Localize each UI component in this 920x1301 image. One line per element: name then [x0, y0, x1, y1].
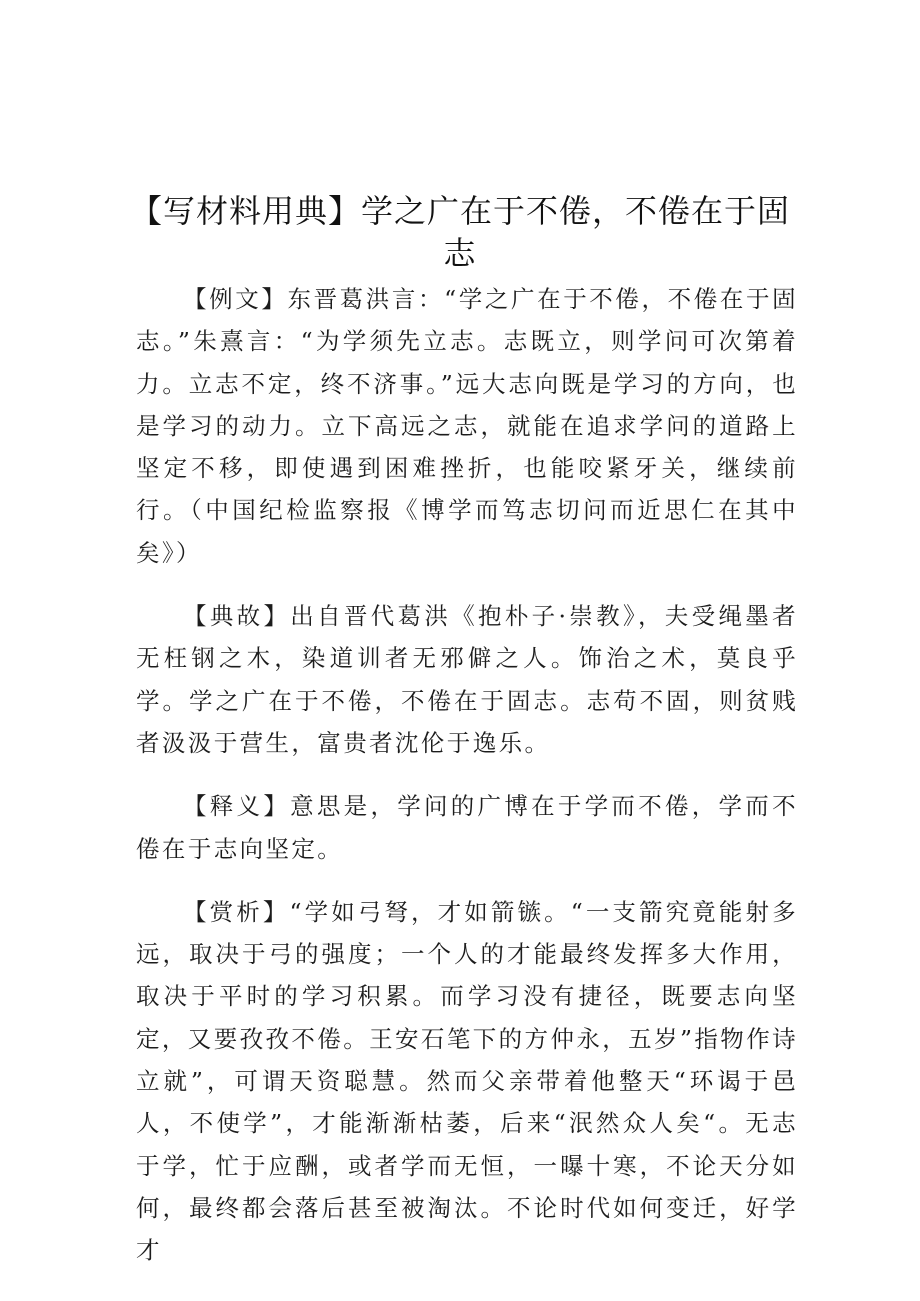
paragraph-allusion — [136, 595, 798, 764]
paragraph-text-example: 东晋葛洪言：“学之广在于不倦，不倦在于固志。”朱熹言：“为学须先立志。志既立，则学问可次第着力。立志不定，终不济事。”远大志向既是学习的方向，也是学习的动力。立下高远之志，就能在追求学问的道路上坚定不移，即使遇到困难挫折，也能咬紧牙关，继续前行。（中国纪检监察报《博学而笃志切问而近思仁在其中矣》） — [136, 285, 798, 567]
paragraph-example — [136, 278, 798, 574]
document-body — [136, 278, 798, 1293]
document-title: 【写材料用典】学之广在于不倦，不倦在于固志 — [130, 192, 791, 272]
paragraph-text-meaning: 意思是，学问的广博在于学而不倦，学而不倦在于志向坚定。 — [136, 792, 798, 863]
section-tag-appreciation: 【赏析】 — [183, 897, 290, 926]
section-tag-example: 【例文】 — [183, 285, 288, 313]
paragraph-appreciation — [136, 891, 798, 1272]
section-tag-allusion: 【典故】 — [183, 602, 291, 631]
paragraph-text-appreciation: “学如弓弩，才如箭镞。“一支箭究竟能射多远，取决于弓的强度；一个人的才能最终发挥多大作用，取决于平时的学习积累。而学习没有捷径，既要志向坚定，又要孜孜不倦。王安石笔下的方仲永，五岁”指物作诗立就”，可谓天资聪慧。然而父亲带着他整天“环谒于邑人，不使学”，才能渐渐枯萎，后来“泯然众人矣“。无志于学，忙于应酬，或者学而无恒，一曝十寒，不论天分如何，最终都会落后甚至被淘汰。不论时代如何变迁，好学才 — [136, 897, 798, 1265]
paragraph-text-allusion: 出自晋代葛洪《抱朴子·崇教》，夫受绳墨者无枉钢之木，染道训者无邪僻之人。饰治之术，莫良乎学。学之广在于不倦，不倦在于固志。志苟不固，则贫贱者汲汲于营生，富贵者沈伦于逸乐。 — [136, 602, 798, 757]
section-tag-meaning: 【释义】 — [183, 792, 291, 821]
paragraph-meaning — [136, 785, 798, 870]
